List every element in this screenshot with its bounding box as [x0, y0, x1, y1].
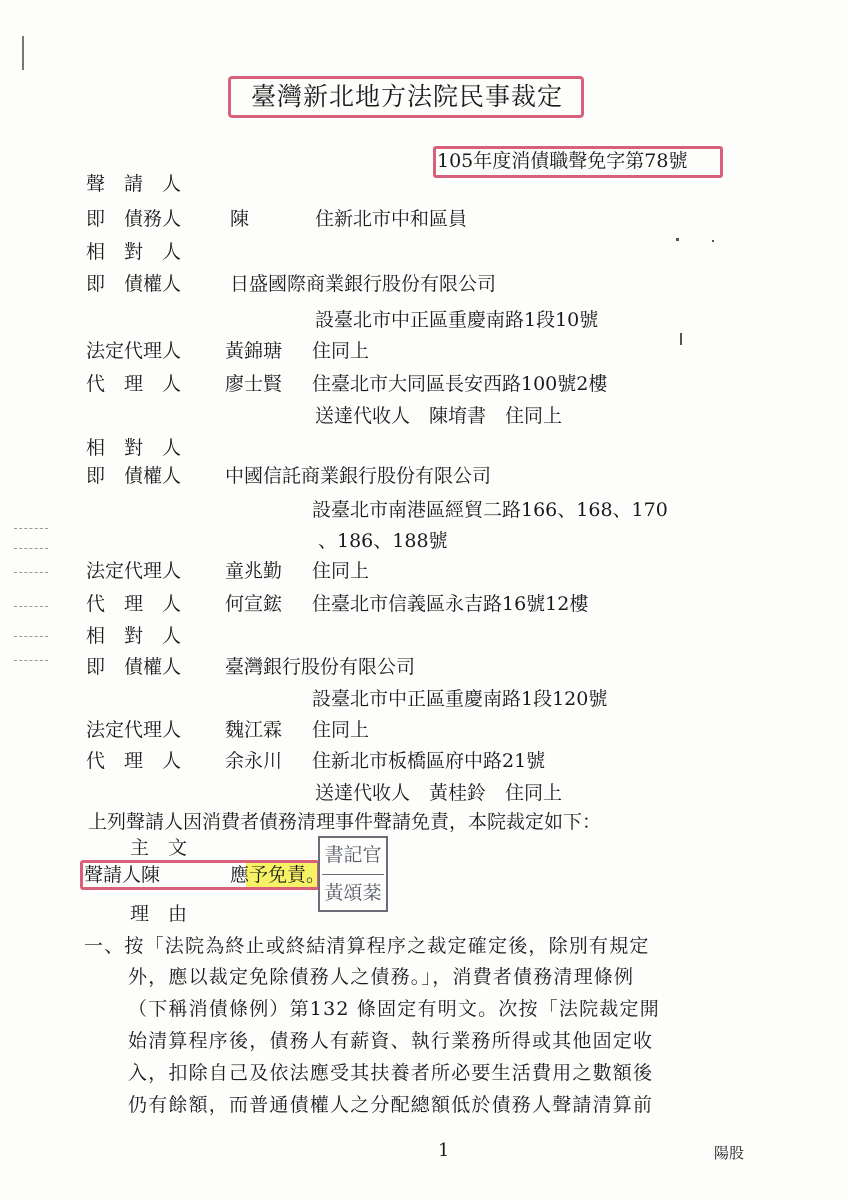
party-address: 設臺北市中正區重慶南路1段120號: [312, 688, 608, 710]
party-name: 魏江霖: [225, 719, 283, 741]
party-address: 送達代收人 陳堉書 住同上: [315, 405, 563, 427]
division-label: 陽股: [714, 1144, 745, 1162]
reason-line: 仍有餘額，而普通債權人之分配總額低於債務人聲請清算前: [128, 1094, 654, 1116]
party-name: 黃錦瑭: [225, 340, 283, 362]
ruling-decision: 應予免責: [230, 864, 307, 886]
intro-line: 上列聲請人因消費者債務清理事件聲請免責，本院裁定如下：: [88, 811, 602, 833]
party-name: 何宣鋐: [225, 593, 283, 615]
scan-mark: [22, 36, 24, 70]
party-role: 聲 請 人: [86, 173, 182, 195]
reason-line: （下稱消債條例）第132 條固定有明文。次按「法院裁定開: [128, 998, 660, 1020]
scan-speck: [680, 333, 682, 345]
reason-line: 一、按「法院為終止或終結清算程序之裁定確定後，除別有規定: [84, 935, 650, 957]
party-name: 中國信託商業銀行股份有限公司: [225, 465, 492, 487]
party-role: 法定代理人: [86, 340, 182, 362]
reason-heading: 理 由: [130, 903, 188, 925]
party-address: 、186、188號: [318, 530, 448, 552]
party-role: 即 債權人: [86, 465, 182, 487]
document-title: 臺灣新北地方法院民事裁定: [250, 82, 563, 111]
party-name: 廖士賢: [225, 373, 283, 395]
party-address: 住同上: [312, 340, 370, 362]
party-address: 住臺北市大同區長安西路100號2樓: [312, 373, 608, 395]
reason-line: 入，扣除自己及依法應受其扶養者所必要生活費用之數額後: [128, 1062, 654, 1084]
party-role: 即 債權人: [86, 656, 182, 678]
scan-speck: [676, 238, 679, 241]
ruling-prefix: 聲請人陳: [84, 864, 161, 886]
party-name: 童兆勤: [225, 560, 283, 582]
party-name: 日盛國際商業銀行股份有限公司: [230, 273, 497, 295]
party-address: 住新北市板橋區府中路21號: [312, 750, 546, 772]
party-name: 余永川: [225, 750, 283, 772]
party-address: 住臺北市信義區永吉路16號12樓: [312, 593, 589, 615]
party-role: 法定代理人: [86, 719, 182, 741]
party-address: 設臺北市南港區經貿二路166、168、170: [312, 499, 668, 521]
party-name: 臺灣銀行股份有限公司: [225, 656, 416, 678]
party-address: 住同上: [312, 719, 370, 741]
party-address: 住新北市中和區員: [315, 208, 468, 230]
main-heading: 主 文: [130, 837, 188, 859]
stamp-name: 黃頌棻: [324, 882, 382, 904]
scan-speck: [712, 240, 714, 242]
party-role: 相 對 人: [86, 625, 182, 647]
stamp-title: 書記官: [324, 844, 382, 866]
party-role: 即 債務人: [86, 208, 182, 230]
party-address: 住同上: [312, 560, 370, 582]
case-number: 105年度消債職聲免字第78號: [437, 150, 688, 172]
ruling-end: 。: [306, 864, 326, 886]
party-role: 代 理 人: [86, 750, 182, 772]
party-role: 相 對 人: [86, 241, 182, 263]
clerk-stamp: [318, 836, 388, 912]
party-name: 陳: [230, 208, 250, 230]
party-role: 法定代理人: [86, 560, 182, 582]
ruling-line: [84, 861, 325, 889]
party-address: 送達代收人 黃桂鈴 住同上: [315, 782, 563, 804]
party-role: 代 理 人: [86, 373, 182, 395]
reason-line: 始清算程序後，債務人有薪資、執行業務所得或其他固定收: [128, 1030, 654, 1052]
party-role: 即 債權人: [86, 273, 182, 295]
party-address: 設臺北市中正區重慶南路1段10號: [315, 309, 599, 331]
stamp-divider: [322, 874, 384, 875]
party-role: 相 對 人: [86, 437, 182, 459]
party-role: 代 理 人: [86, 593, 182, 615]
reason-line: 外，應以裁定免除債務人之債務。」，消費者債務清理條例: [128, 966, 635, 988]
page-number: 1: [438, 1140, 450, 1161]
